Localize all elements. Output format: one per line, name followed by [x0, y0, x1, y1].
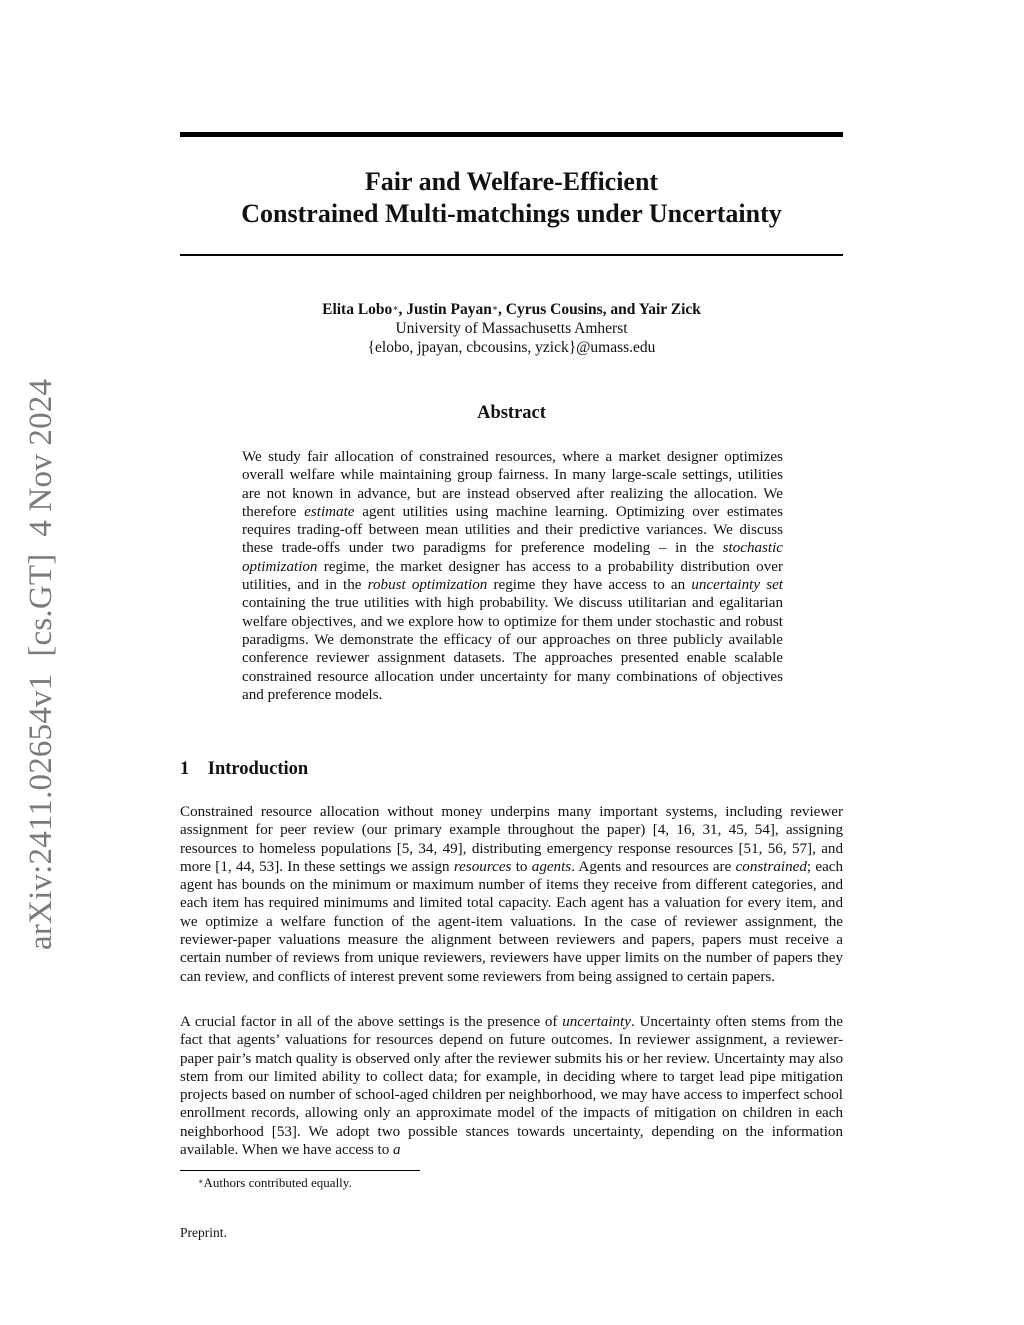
abstract-text: containing the true utilities with high probability. We discuss utilitarian and egalitarian welfare objectives, and we explore how to optimize for them under stochastic and robust paradigms. We demonstrate the efficacy of our approaches on three publicly available conference reviewer assignment datasets. The approaches presented enable scalable constrained resource allocation under uncertainty for many combinations of objectives and preference models. [242, 595, 783, 703]
footnote-text: Authors contributed equally. [203, 1175, 352, 1190]
author-emails: {elobo, jpayan, cbcousins, yzick}@umass.edu [367, 339, 656, 356]
paragraph-emphasis: a [393, 1142, 401, 1159]
abstract-emphasis: robust optimization [367, 577, 488, 594]
abstract-text: regime, the market designer has access to a probability distribution over utilities, and in the [242, 558, 783, 594]
footnote-mark: ∗ [198, 1177, 204, 1186]
title-top-rule [180, 132, 843, 137]
paragraph-emphasis: agents [531, 858, 572, 875]
footnote [198, 1175, 352, 1191]
paragraph-text: ; each agent has bounds on the minimum or maximum number of items they receive from different categories, and each item has required minimums and limited total capacity. Each agent has a valuation for every item, and we optimize a welfare function of the agent-item valuations. In the case of reviewer assignment, the reviewer-paper valuations measure the alignment between reviewers and papers, papers must receive a certain number of reviews from unique reviewers, reviewers have upper limits on the number of papers they can review, and conflicts of interest prevent some reviewers from being assigned to certain papers. [180, 858, 844, 985]
author-1: Elita Lobo [322, 301, 393, 318]
section-heading-introduction [180, 759, 308, 780]
paper-title [180, 166, 843, 230]
paragraph-text: . Uncertainty often stems from the fact that agents’ valuations for resources depend on future outcomes. In reviewer assignment, a reviewer-paper pair’s match quality is observed only after the reviewer submits his or her review. Uncertainty may also stem from our limited ability to collect data; for example, in deciding where to target lead pipe mitigation projects based on number of school-aged children per neighborhood, we may have access to imperfect school enrollment records, allowing only an approximate model of the impacts of mitigation on children in each neighborhood [53]. We adopt two possible stances towards uncertainty, depending on the information available. When we have access to [180, 1014, 843, 1159]
introduction-paragraph-2 [180, 1013, 843, 1159]
title-line-1: Fair and Welfare-Efficient [364, 167, 659, 196]
author-names: Elita Lobo∗, Justin Payan∗, Cyrus Cousins, and Yair Zick [322, 301, 701, 318]
equal-contribution-mark-1: ∗ [392, 303, 399, 313]
arxiv-identifier-stamp: arXiv:2411.02654v1 [cs.GT] 4 Nov 2024 [23, 378, 59, 950]
title-line-2: Constrained Multi-matchings under Uncertainty [241, 199, 782, 228]
title-bottom-rule [180, 254, 843, 256]
authors-rest: Cyrus Cousins, and Yair Zick [505, 301, 701, 318]
paragraph-text: to [511, 858, 532, 875]
paragraph-text: A crucial factor in all of the above settings is the presence of [180, 1014, 563, 1030]
paragraph-text: . Agents and resources are [571, 858, 736, 875]
section-number: 1 [180, 759, 190, 779]
paragraph-emphasis: resources [453, 858, 512, 875]
author-block [180, 300, 843, 357]
introduction-paragraph-1 [180, 803, 843, 986]
footnote-rule [180, 1170, 420, 1171]
abstract-text: regime they have access to an [487, 577, 692, 594]
section-title: Introduction [207, 759, 309, 779]
paragraph-emphasis: uncertainty [562, 1014, 631, 1030]
abstract-text: agent utilities using machine learning. Optimizing over estimates requires trading-off between mean utilities and their predictive variances. We discuss these trade-offs under two paradigms for preference modeling – in the [242, 503, 783, 557]
affiliation: University of Massachusetts Amherst [395, 320, 628, 337]
abstract-emphasis: uncertainty set [691, 577, 783, 594]
preprint-label: Preprint. [180, 1225, 227, 1240]
abstract-emphasis: estimate [304, 503, 355, 520]
equal-contribution-mark-2: ∗ [491, 303, 499, 313]
paragraph-text: Constrained resource allocation without money underpins many important systems, including reviewer assignment for peer review (our primary example throughout the paper) [4, 16, 31, 45, 54], assigning resources to homeless populations [5, 34, 49], distributing emergency response resources [51, 56, 57], and more [1, 44, 53]. In these settings we assign [180, 804, 843, 875]
paragraph-emphasis: constrained [735, 858, 807, 875]
abstract-emphasis: stochastic optimization [242, 540, 783, 575]
abstract-text: We study fair allocation of constrained resources, where a market designer optimizes overall welfare while maintaining group fairness. In many large-scale settings, utilities are not known in advance, but are instead observed after realizing the allocation. We therefore [242, 449, 783, 520]
abstract-heading: Abstract [477, 403, 546, 423]
abstract-body [242, 448, 783, 704]
author-2: Justin Payan [406, 301, 492, 318]
